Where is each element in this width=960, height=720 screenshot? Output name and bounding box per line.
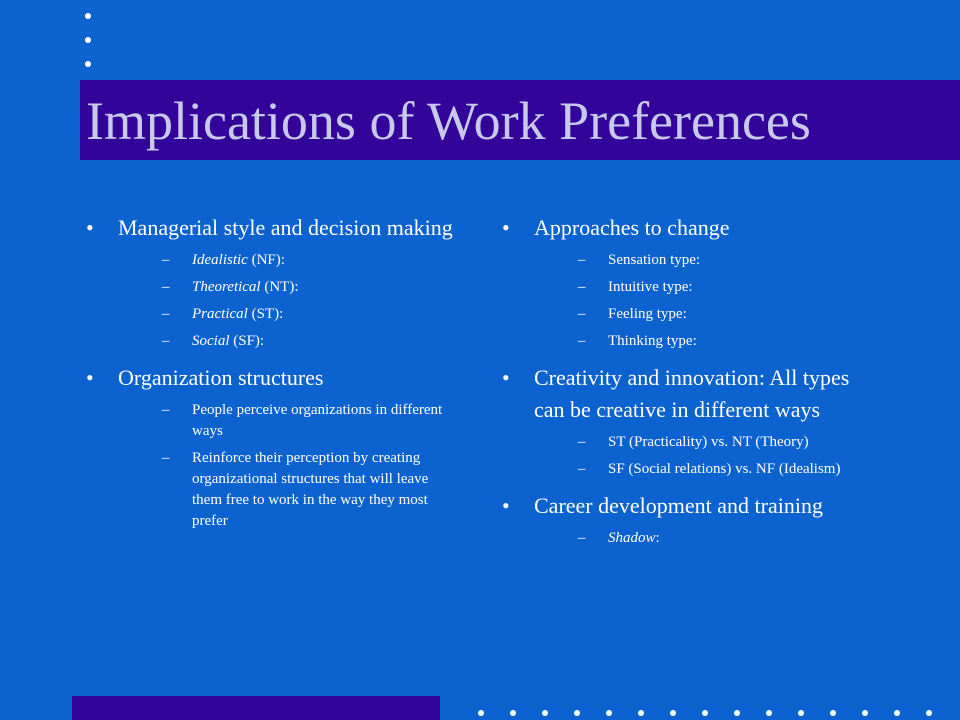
sub-item <box>118 331 462 352</box>
sub-item-emphasis: Social <box>192 333 230 349</box>
sub-item <box>534 528 880 549</box>
bullet-text: Approaches to change <box>534 215 730 240</box>
sub-item <box>118 448 462 532</box>
sub-item <box>118 400 462 442</box>
decor-dot <box>830 710 836 716</box>
sub-item-text: (NF): <box>247 252 285 268</box>
decor-dot <box>638 710 644 716</box>
bullet-organization-structures <box>84 362 462 532</box>
decor-dot <box>766 710 772 716</box>
bullet-managerial-style <box>84 212 462 352</box>
decor-dot <box>926 710 932 716</box>
dash-icon: – <box>578 252 586 268</box>
right-column <box>500 212 880 559</box>
bullet-text: Organization structures <box>118 365 324 390</box>
sub-item <box>534 331 880 352</box>
dash-icon: – <box>578 530 586 546</box>
bullet-icon: • <box>86 215 94 240</box>
decor-dot <box>702 710 708 716</box>
bullet-icon: • <box>86 365 94 390</box>
dash-icon: – <box>162 450 170 466</box>
bullet-text: Creativity and innovation: All types can be creative in different ways <box>534 365 850 422</box>
sub-item <box>534 459 880 480</box>
sub-item-text: Thinking type: <box>608 333 697 349</box>
dash-icon: – <box>578 279 586 295</box>
decor-dot <box>85 13 91 19</box>
sub-item <box>118 304 462 325</box>
decor-dot <box>85 37 91 43</box>
sub-item <box>534 277 880 298</box>
sub-item-emphasis: Idealistic <box>192 252 248 268</box>
sub-item <box>534 250 880 271</box>
sub-item-text: (NT): <box>260 279 299 295</box>
sub-item-text: (ST): <box>247 306 284 322</box>
slide-title: Implications of Work Preferences <box>86 91 811 151</box>
decor-dot <box>734 710 740 716</box>
sub-item <box>118 250 462 271</box>
decor-dot <box>862 710 868 716</box>
sub-item-text: People perceive organizations in different ways <box>192 402 443 439</box>
decor-dot <box>670 710 676 716</box>
bullet-text: Managerial style and decision making <box>118 215 453 240</box>
decor-dot <box>894 710 900 716</box>
bullet-text: Career development and training <box>534 493 823 518</box>
left-column <box>84 212 462 542</box>
dash-icon: – <box>578 434 586 450</box>
sub-item-emphasis: Practical <box>192 306 248 322</box>
sub-item-emphasis: Shadow <box>608 530 656 546</box>
decor-dot <box>574 710 580 716</box>
decor-dot <box>478 710 484 716</box>
dash-icon: – <box>162 252 170 268</box>
sub-item-text: Feeling type: <box>608 306 687 322</box>
bullet-icon: • <box>502 365 510 390</box>
sub-item-text: (SF): <box>229 333 265 349</box>
dash-icon: – <box>162 333 170 349</box>
sub-item <box>118 277 462 298</box>
dash-icon: – <box>578 306 586 322</box>
bullet-icon: • <box>502 493 510 518</box>
decor-dot <box>510 710 516 716</box>
sub-item-text: Intuitive type: <box>608 279 693 295</box>
decor-dot <box>798 710 804 716</box>
dash-icon: – <box>578 333 586 349</box>
bullet-approaches-to-change <box>500 212 880 352</box>
decor-dot <box>542 710 548 716</box>
bottom-band <box>72 696 440 720</box>
sub-item <box>534 304 880 325</box>
sub-item-text: Reinforce their perception by creating organizational structures that will leave them free to work in the way they most prefer <box>192 450 429 529</box>
sub-item-emphasis: Theoretical <box>192 279 261 295</box>
dash-icon: – <box>578 461 586 477</box>
bullet-icon: • <box>502 215 510 240</box>
bullet-creativity-innovation <box>500 362 880 480</box>
bullet-career-development <box>500 490 880 549</box>
dash-icon: – <box>162 402 170 418</box>
sub-item <box>534 432 880 453</box>
decor-dot <box>606 710 612 716</box>
sub-item-text: Sensation type: <box>608 252 701 268</box>
decor-dot <box>85 61 91 67</box>
sub-item-text: SF (Social relations) vs. NF (Idealism) <box>608 461 841 477</box>
sub-item-text: : <box>655 530 660 546</box>
sub-item-text: ST (Practicality) vs. NT (Theory) <box>608 434 809 450</box>
dash-icon: – <box>162 279 170 295</box>
dash-icon: – <box>162 306 170 322</box>
